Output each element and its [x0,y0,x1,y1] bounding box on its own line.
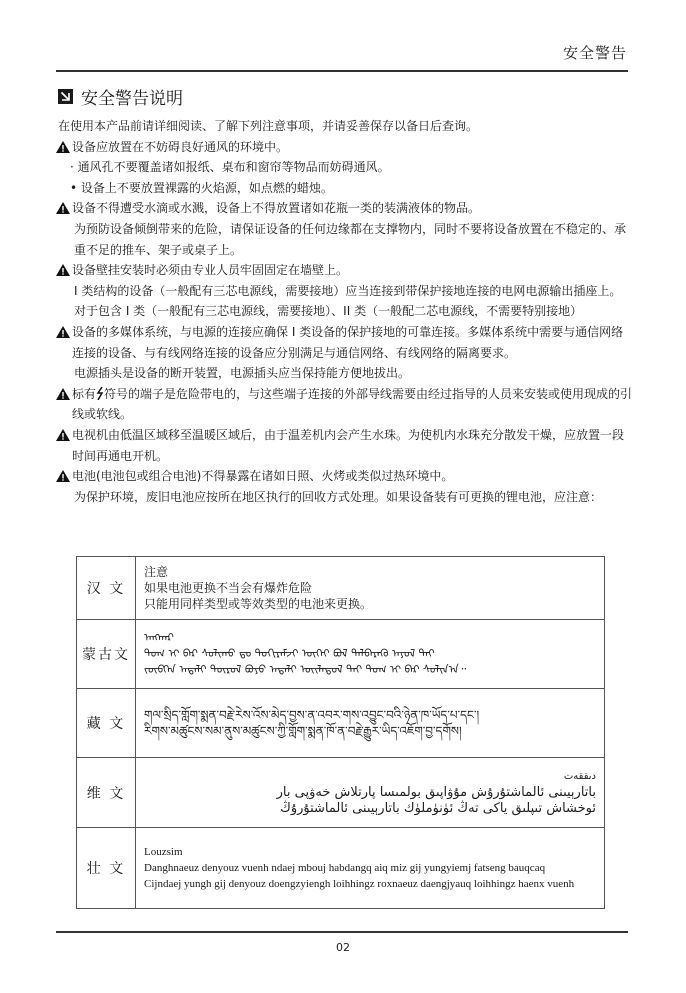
arrow-down-right-box-icon [58,89,73,104]
warning-triangle-icon [56,326,70,338]
table-row [77,689,605,758]
battery-warning-table [76,556,605,909]
warning-item [56,425,633,466]
warning-text-prefix: 标有 [72,386,97,401]
language-label: 藏 文 [77,689,136,758]
warning-triangle-icon [56,429,70,441]
language-label: 汉 文 [77,557,136,620]
content-line: གལ་སྲིད་གློག་སྨན་བརྗེ་རེས་འོས་མེད་བྱས་ན་འབར་གས་འབྱུང་བའི་ཉེན་ཁ་ཡོད་པ་དང་། [144,708,480,722]
language-content [136,828,605,909]
language-label: 蒙古文 [77,620,136,689]
warning-item [56,322,633,363]
content-line: 如果电池更换不当会有爆炸危险 [144,581,313,595]
warning-text: 设备应放置在不妨碍良好通风的环境中。 [72,139,289,154]
warning-triangle-icon [56,202,70,214]
warning-text: 设备壁挂安装时必须由专业人员牢固固定在墙壁上。 [72,263,349,278]
warning-triangle-icon [56,264,70,276]
language-content [136,620,605,689]
page-number: 02 [336,941,350,954]
content-line: دىققەت [563,770,596,782]
table-row [77,758,605,828]
language-content [136,689,605,758]
detail-text: 对于包含 I 类（一般配有三芯电源线，需要接地）、II 类（一般配二芯电源线，不需要特别接地） [74,304,583,319]
warning-item [56,137,633,158]
section-heading [58,84,183,109]
content-line: 只能用同样类型或等效类型的电池来更换。 [144,597,373,611]
warning-triangle-icon [56,470,70,482]
content-line: باتارېيىنى ئالماشتۇرۇش مۇۋاپىق بولمىسا پارتلاش خەۋپى بار [276,784,596,800]
content-line: རིགས་མཚུངས་སམ་ནུས་མཚུངས་ཀྱི་གློག་སྨན་ཁོ་ན་བརྗེ་རྒྱུར་ཡིད་འཇོག་བྱ་དགོས། [144,724,462,738]
warnings-body [58,116,633,507]
warning-text: 设备不得遭受水滴或水溅，设备上不得放置诸如花瓶一类的装满液体的物品。 [72,201,481,216]
detail-text: 为保护环境，废旧电池应按所在地区执行的回收方式处理。如果设备装有可更换的锂电池，应注意： [74,489,603,504]
table-row [77,620,605,689]
detail-text: 电源插头是设备的断开装置，电源插头应当保持能方便地拔出。 [74,366,411,381]
language-label: 壮 文 [77,828,136,909]
detail-text: 为预防设备倾倒带来的危险，请保证设备的任何边缘都在支撑物内，同时不要将设备放置在不稳定的、承重不足的推车、架子或桌子上。 [74,221,627,257]
warning-item [56,384,633,425]
warning-text: 符号的端子是危险带电的，与这些端子连接的外部导线需要由经过指导的人员来安装或使用现成的引线或软线。 [72,386,633,422]
warning-text: 电视机由低温区域移至温暖区域后，由于温差机内会产生水珠。为使机内水珠充分散发干燥，应放置一段时间再通电开机。 [72,427,625,463]
header-divider [56,70,628,72]
content-line: ᠠᠩᠬᠠᠷ [144,631,174,644]
bullet-item: · 通风孔不要覆盖诸如报纸、桌布和窗帘等物品而妨碍通风。 [70,160,390,175]
warning-text: 电池(电池包或组合电池)不得暴露在诸如日照、火烤或类似过热环境中。 [72,469,454,484]
section-title: 安全警告说明 [81,89,183,109]
warning-item [56,198,633,219]
warning-triangle-icon [56,141,70,153]
warning-triangle-icon [56,388,70,400]
intro-text: 在使用本产品前请详细阅读、了解下列注意事项，并请妥善保存以备日后查询。 [58,119,479,133]
content-line: Louzsim [144,846,183,858]
content-line: 注意 [144,565,169,579]
footer-divider [56,931,628,933]
table-row [77,557,605,620]
content-line: ᠵᠥᠪᠬᠡᠨ ᠠᠳᠠᠯᠢ ᠲᠥᠷᠥᠯ ᠪᠤᠶᠤ ᠠᠳᠠᠯᠢ ᠦᠢᠯᠡᠳᠦᠯ ᠲᠡᠢ ᠲᠣᠭ ᠢ ᠪᠡᠷ ᠰᠣᠯᠢᠨ᠎ᠠ᠃ [144,663,467,676]
detail-text: I 类结构的设备（一般配有三芯电源线，需要接地）应当连接到带保护接地连接的电网电源输出插座上。 [74,283,622,298]
content-line: ئوخشاش تىپلىق ياكى تەڭ ئۈنۈملۈك باتارېيىنى ئالماشتۇرۇڭ [280,800,596,816]
bullet-item: • 设备上不要放置裸露的火焰源，如点燃的蜡烛。 [70,180,333,195]
language-label: 维 文 [77,758,136,828]
warning-item [56,466,633,487]
language-content [136,557,605,620]
warning-text: 设备的多媒体系统，与电源的连接应确保 I 类设备的保护接地的可靠连接。多媒体系统中需要与通信网络连接的设备、与有线网络连接的设备应分别满足与通信网络、有线网络的隔离要求。 [72,324,624,360]
warning-item [56,260,633,281]
content-line: Cijndaej yungh gij denyouz doengzyiengh loihhingz roxnaeuz daengjyauq loihhingz haenx vuenh [144,878,575,890]
lightning-bolt-icon [96,387,104,400]
language-content [136,758,605,828]
content-line: Danghnaeuz denyouz vuenh ndaej mbouj habdangq aiq miz gij yungyiemj fatseng bauqcaq [144,862,546,874]
table-row [77,828,605,909]
page-header-title: 安全警告 [562,44,627,62]
content-line: ᠲᠣᠭ ᠢ ᠪᠡᠷ ᠰᠣᠯᠢᠬᠤ ᠳᠤ ᠲᠣᠬᠢᠷᠠᠮᠵᠢ ᠦᠭᠡᠢ ᠪᠣᠯ ᠳᠡᠯᠪᠡᠷᠡᠬᠦ ᠠᠶᠤᠯ ᠲᠠᠢ [144,647,435,660]
